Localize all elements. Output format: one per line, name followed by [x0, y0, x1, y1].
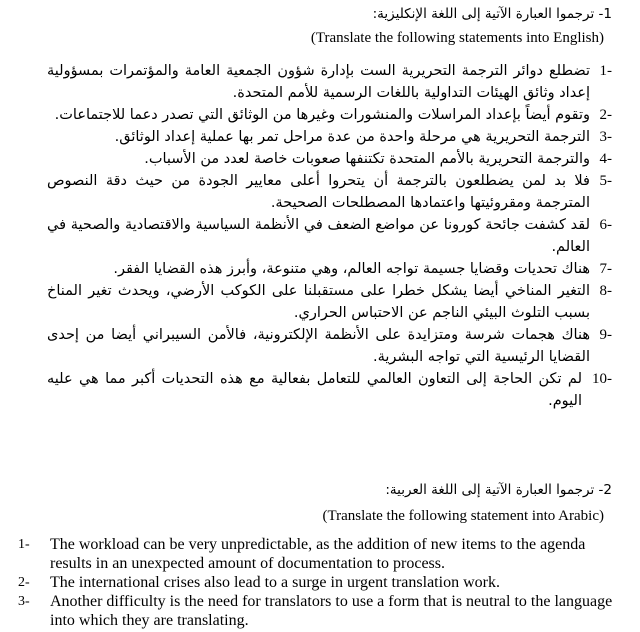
section1-list [47, 60, 612, 412]
list-item [47, 280, 612, 324]
list-item [47, 104, 612, 126]
section2-list [18, 535, 618, 630]
list-item [47, 170, 612, 214]
item-number: -7 [599, 261, 612, 277]
list-item [47, 258, 612, 280]
item-text: هناك تحديات وقضايا جسيمة تواجه العالم، وهي متنوعة، وأبرز هذه القضايا الفقر. [113, 261, 590, 277]
item-number: 3- [18, 594, 30, 609]
list-item [18, 592, 618, 630]
item-number: -9 [599, 327, 612, 343]
list-item [47, 368, 612, 412]
list-item [18, 573, 618, 592]
item-text: هناك هجمات شرسة ومتزايدة على الأنظمة الإلكترونية، فالأمن السيبراني أيضا من إحدى القضايا الرئيسية التي تواجه البشرية. [47, 327, 590, 365]
section2-title: 2- ترجموا العبارة الآتية إلى اللغة العربية: [385, 482, 612, 498]
item-text: لم تكن الحاجة إلى التعاون العالمي للتعامل بفعالية مع هذه التحديات أكبر مما هي عليه اليوم. [47, 371, 582, 409]
list-item [47, 214, 612, 258]
item-text: الترجمة التحريرية هي مرحلة واحدة من عدة مراحل تمر بها عملية إعداد الوثائق. [114, 129, 590, 145]
item-text: والترجمة التحريرية بالأمم المتحدة تكتنفها صعوبات خاصة لعدد من الأسباب. [144, 151, 590, 167]
item-number: 1- [18, 537, 30, 552]
item-text: لقد كشفت جائحة كورونا عن مواضع الضعف في الأنظمة السياسية والاقتصادية والصحية في العالم. [47, 217, 590, 255]
item-text: فلا بد لمن يضطلعون بالترجمة أن يتحروا أعلى معايير الجودة من حيث دقة النصوص المترجمة ومقروئيتها واعتمادها المصطلحات الصحيحة. [47, 173, 590, 211]
item-number: -3 [599, 129, 612, 145]
item-number: -8 [599, 283, 612, 299]
item-text: تضطلع دوائر الترجمة التحريرية الست بإدارة شؤون الجمعية العامة والمؤتمرات بمسؤولية إعداد وثائق الهيئات التداولية باللغات الرسمية للأمم المتحدة. [47, 63, 590, 101]
section1-title: 1- ترجموا العبارة الآتية إلى اللغة الإنكليزية: [372, 6, 612, 22]
item-number: -10 [592, 371, 612, 387]
item-number: -1 [599, 63, 612, 79]
item-text: Another difficulty is the need for translators to use a form that is neutral to the language into which they are translating. [50, 593, 613, 629]
item-text: وتقوم أيضاً بإعداد المراسلات والمنشورات وغيرها من الوثائق التي تصدر دعما للاجتماعات. [54, 107, 590, 123]
item-text: The international crises also lead to a surge in urgent translation work. [50, 574, 500, 591]
item-text: The workload can be very unpredictable, as the addition of new items to the agenda results in an unexpected amount of documentation to process. [50, 536, 586, 572]
item-number: -6 [599, 217, 612, 233]
list-item [47, 60, 612, 104]
list-item [47, 148, 612, 170]
item-number: 2- [18, 575, 30, 590]
list-item [47, 324, 612, 368]
list-item [18, 535, 618, 573]
item-number: -4 [599, 151, 612, 167]
section2-instruction: (Translate the following statement into Arabic) [322, 508, 604, 524]
item-number: -5 [599, 173, 612, 189]
list-item [47, 126, 612, 148]
item-number: -2 [599, 107, 612, 123]
section1-instruction: (Translate the following statements into English) [310, 30, 604, 46]
item-text: التغير المناخي أيضا يشكل خطرا على مستقبلنا على الكوكب الأرضي، ويحدث تغير المناخ بسبب التلوث البيئي الناجم عن الاحتباس الحراري. [47, 283, 590, 321]
